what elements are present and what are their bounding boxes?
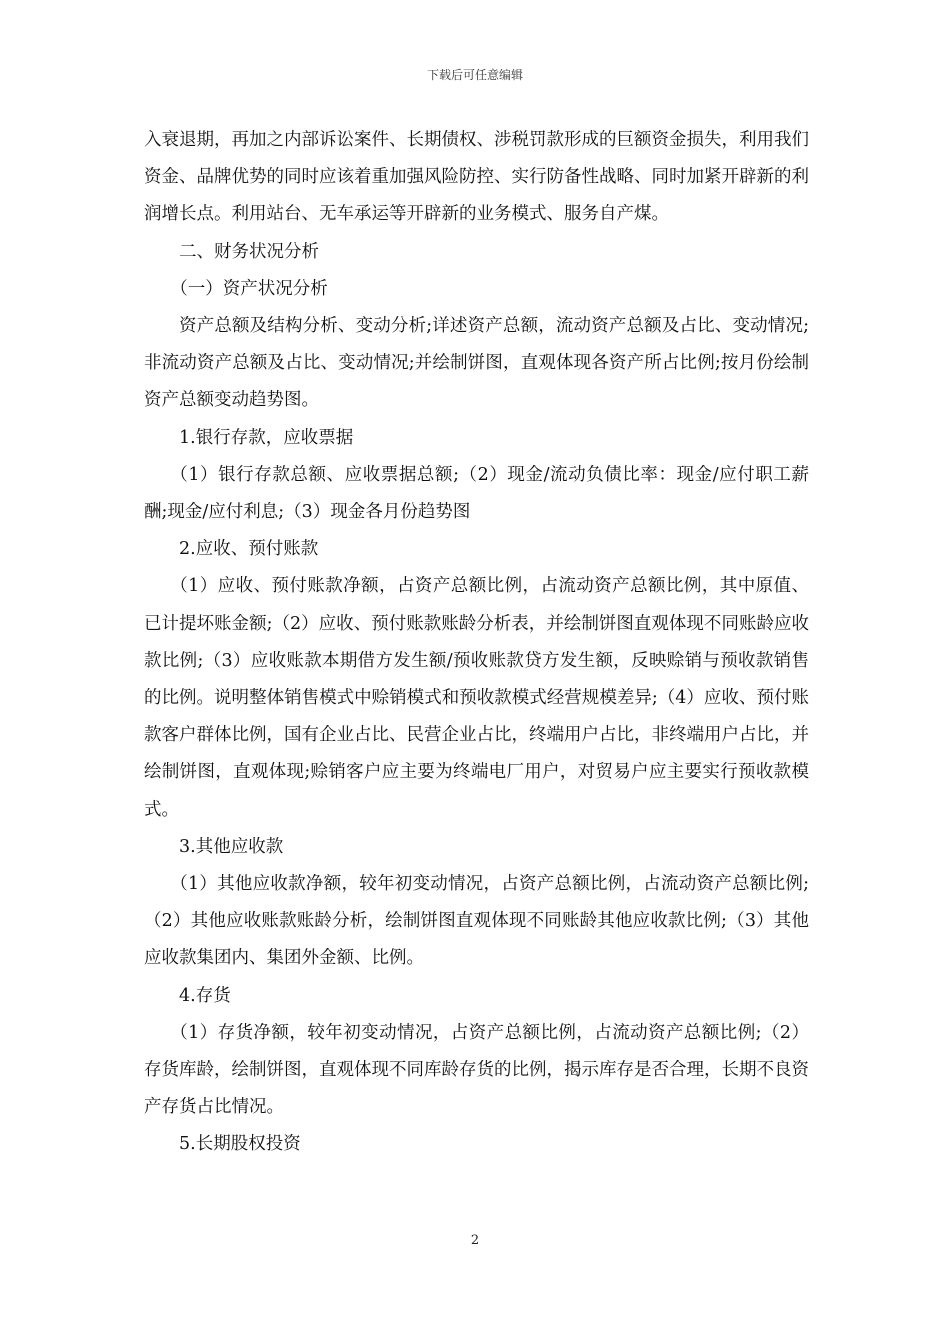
section-heading-financial-analysis: 二、财务状况分析 [179,241,319,262]
item-heading-bank-deposits: 1.银行存款，应收票据 [179,427,354,448]
item-heading-other-receivables: 3.其他应收款 [179,836,284,857]
paragraph-other-receivables: （1）其他应收款净额，较年初变动情况，占资产总额比例，占流动资产总额比例;（2）其他应收账款账龄分析，绘制饼图直观体现不同账龄其他应收款比例;（3）其他应收款集团内、集团外金额、比例。 [144,874,809,969]
subsection-heading-asset-analysis: （一）资产状况分析 [170,278,328,299]
item-heading-receivables: 2.应收、预付账款 [179,539,319,560]
document-body [144,122,809,1164]
item-heading-inventory: 4.存货 [179,985,231,1006]
paragraph-bank-deposits: （1）银行存款总额、应收票据总额;（2）现金/流动负债比率：现金/应付职工薪酬;现金/应付利息;（3）现金各月份趋势图 [144,464,809,523]
item-heading-long-term-equity: 5.长期股权投资 [179,1134,301,1155]
paragraph-inventory: （1）存货净额，较年初变动情况，占资产总额比例，占流动资产总额比例;（2）存货库龄，绘制饼图，直观体现不同库龄存货的比例，揭示库存是否合理，长期不良资产存货占比情况。 [144,1022,809,1118]
paragraph-asset-structure: 资产总额及结构分析、变动分析;详述资产总额，流动资产总额及占比、变动情况;非流动资产总额及占比、变动情况;并绘制饼图，直观体现各资产所占比例;按月份绘制资产总额变动趋势图。 [144,316,809,411]
paragraph-receivables: （1）应收、预付账款净额，占资产总额比例，占流动资产总额比例，其中原值、已计提坏账金额;（2）应收、预付账款账龄分析表，并绘制饼图直观体现不同账龄应收款比例;（3）应收账款本期借方发生额/预收账款贷方发生额，反映赊销与预收款销售的比例。说明整体销售模式中赊销模式和预收款模式经营规模差异;（4）应收、预付账款客户群体比例，国有企业占比、民营企业占比，终端用户占比，非终端用户占比，并绘制饼图，直观体现;赊销客户应主要为终端电厂用户，对贸易户应主要实行预收款模式。 [144,576,809,820]
page-number: 2 [470,1233,480,1248]
page-header: 下载后可任意编辑 [426,68,523,82]
paragraph-continuation: 入衰退期，再加之内部诉讼案件、长期债权、涉税罚款形成的巨额资金损失，利用我们资金、品牌优势的同时应该着重加强风险防控、实行防备性战略、同时加紧开辟新的利润增长点。利用站台、无车承运等开辟新的业务模式、服务自产煤。 [144,130,809,225]
